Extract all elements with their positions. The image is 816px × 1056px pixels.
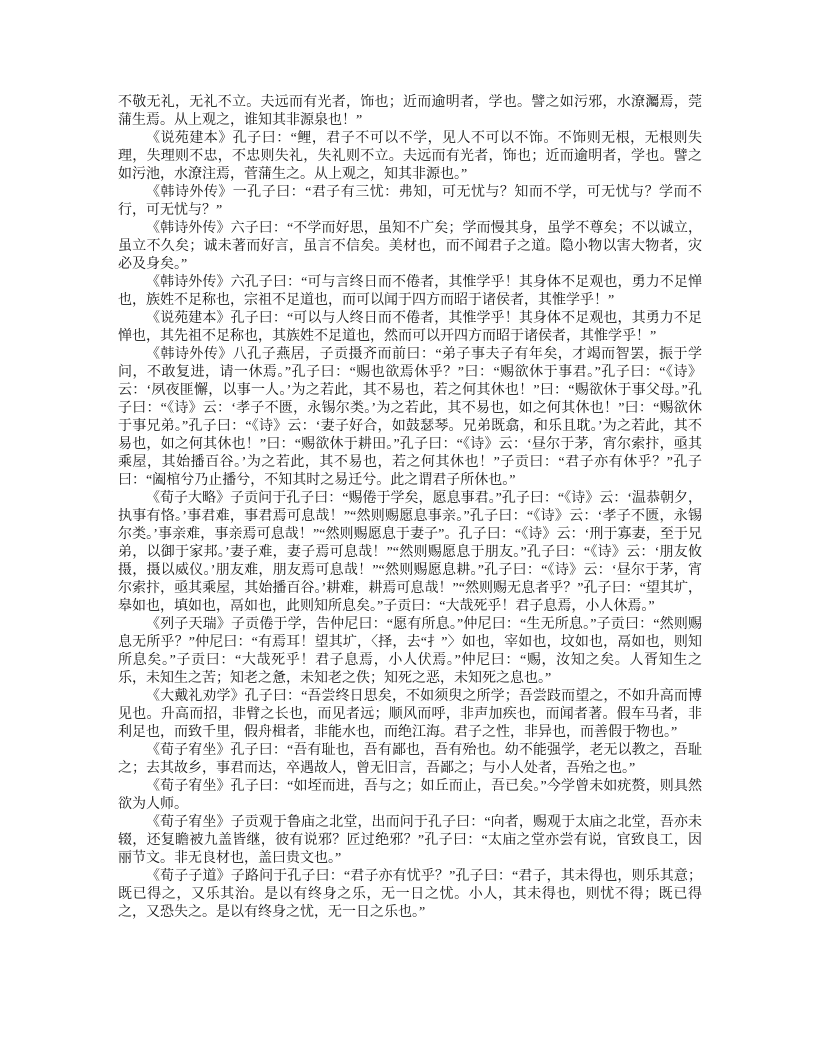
- paragraph-shuoyuan-jianben-1: 《说苑建本》孔子曰：“鲤，君子不可以不学，见人不可以不饰。不饰则无根，无根则失理，失理则不忠，不忠则失礼，失礼则不立。夫远而有光者，饰也；近而逾明者，学也。譬之如污池，水潦注焉，菅蒲生之。从上观之，知其非源也。”: [118, 131, 702, 182]
- paragraph-continuation: 不敬无礼，无礼不立。夫远而有光者，饰也；近而逾明者，学也。譬之如污邪，水潦灟焉，莞蒲生焉。从上观之，谁知其非源泉也！”: [118, 95, 702, 128]
- paragraph-hanshi-waizhuan-1: 《韩诗外传》一孔子曰：“君子有三忧：弗知，可无忧与？知而不学，可无忧与？学而不行，可无忧与？”: [118, 185, 702, 218]
- text-block: [118, 94, 702, 922]
- paragraph-xunzi-youzuo-1: 《荀子宥坐》孔子曰：“吾有耻也，吾有鄙也，吾有殆也。幼不能强学，老无以教之，吾耻之；去其故乡，事君而达，卒遇故人，曾无旧言，吾鄙之；与小人处者，吾殆之也。”: [118, 743, 702, 776]
- paragraph-liezi-tianrui: 《列子天瑞》子贡倦于学，告仲尼曰：“愿有所息。”仲尼曰：“生无所息。”子贡曰：“然则赐息无所乎？”仲尼曰：“有焉耳！望其圹，〈择，去“扌”〉如也，宰如也，坟如也，鬲如也，则知所息矣。”子贡曰：“大哉死乎！君子息焉，小人伏焉。”仲尼曰：“赐，汝知之矣。人胥知生之乐，未知生之苦；知老之惫，未知老之佚；知死之恶，未知死之息也。”: [118, 617, 702, 686]
- paragraph-hanshi-waizhuan-6b: 《韩诗外传》六孔子曰：“可与言终日而不倦者，其惟学乎！其身体不足观也，勇力不足惮也，族姓不足称也，宗祖不足道也，而可以闻于四方而昭于诸侯者，其惟学乎！”: [118, 275, 702, 308]
- paragraph-xunzi-youzuo-2: 《荀子宥坐》孔子曰：“如垤而进，吾与之；如丘而止，吾已矣。”今学曾未如疣赘，则具然欲为人师。: [118, 779, 702, 812]
- paragraph-dadaili-quanxue: 《大戴礼劝学》孔子曰：“吾尝终日思矣，不如须臾之所学；吾尝跂而望之，不如升高而博见也。升高而招，非臂之长也，而见者远；顺风而呼，非声加疾也，而闻者著。假车马者，非利足也，而致千里，假舟楫者，非能水也，而绝江海。君子之性，非异也，而善假于物也。”: [118, 689, 702, 740]
- paragraph-hanshi-waizhuan-6a: 《韩诗外传》六子曰：“不学而好思，虽知不广矣；学而慢其身，虽学不尊矣；不以诚立，虽立不久矣；诚未著而好言，虽言不信矣。美材也，而不闻君子之道。隐小物以害大物者，灾必及身矣。”: [118, 221, 702, 272]
- paragraph-xunzi-youzuo-3: 《荀子宥坐》子贡观于鲁庙之北堂，出而问于孔子曰：“向者，赐观于太庙之北堂，吾亦未辍，还复瞻被九盖皆继，彼有说邪？匠过绝邪？”孔子曰：“太庙之堂亦尝有说，官致良工，因丽节文。非无良材也，盖曰贵文也。”: [118, 815, 702, 866]
- paragraph-xunzi-zidao: 《荀子子道》子路问于孔子曰：“君子亦有忧乎？”孔子曰：“君子，其未得也，则乐其意；既已得之，又乐其治。是以有终身之乐，无一日之忧。小人，其未得也，则忧不得；既已得之，又恐失之。是以有终身之忧，无一日之乐也。”: [118, 869, 702, 920]
- paragraph-shuoyuan-jianben-2: 《说苑建本》孔子曰：“可以与人终日而不倦者，其惟学乎！其身体不足观也，其勇力不足惮也，其先祖不足称也，其族姓不足道也，然而可以开四方而昭于诸侯者，其惟学乎！”: [118, 311, 702, 344]
- paragraph-xunzi-dalue: 《荀子大略》子贡问于孔子曰：“赐倦于学矣，愿息事君。”孔子曰：“《诗》云：‘温恭朝夕，执事有恪。’事君难，事君焉可息哉！”“然则赐愿息事亲。”孔子曰：“《诗》云：‘孝子不匮，永锡尔类。’事亲难，事亲焉可息哉！”“然则赐愿息于妻子”。孔子曰：“《诗》云：‘刑于寡妻，至于兄弟，以御于家邦。’妻子难，妻子焉可息哉！”“然则赐愿息于朋友。”孔子曰：“《诗》云：‘朋友攸摄，摄以威仪。’朋友难，朋友焉可息哉！”“然则赐愿息耕。”孔子曰：“《诗》云：‘昼尔于茅，宵尔索抃，亟其乘屋，其始播百谷。’耕难，耕焉可息哉！”“然则赐无息者乎？”孔子曰：“望其圹，皋如也，填如也，鬲如也，此则知所息矣。”子贡曰：“大哉死乎！君子息焉，小人休焉。”: [118, 491, 702, 614]
- paragraph-hanshi-waizhuan-8: 《韩诗外传》八孔子燕居，子贡摄齐而前曰：“弟子事夫子有年矣，才竭而智罢，振于学问，不敢复进，请一休焉。”孔子曰：“赐也欲焉休乎？”曰：“赐欲休于事君。”孔子曰：“《诗》云：‘夙夜匪懈，以事一人。’为之若此，其不易也，若之何其休也！”曰：“赐欲休于事父母。”孔子曰：“《诗》云：‘孝子不匮，永锡尔类。’为之若此，其不易也，如之何其休也！”曰：“赐欲休于事兄弟。”孔子曰：“《诗》云：‘妻子好合，如鼓瑟琴。兄弟既翕，和乐且耽。’为之若此，其不易也，如之何其休也！”曰：“赐欲休于耕田。”孔子曰：“《诗》云：‘昼尔于茅，宵尔索抃，亟其乘屋，其始播百谷。’为之若此，其不易也，若之何其休也！”子贡曰：“君子亦有休乎？”孔子曰：“阖棺兮乃止播兮，不知其时之易迁兮。此之谓君子所休也。”: [118, 347, 702, 488]
